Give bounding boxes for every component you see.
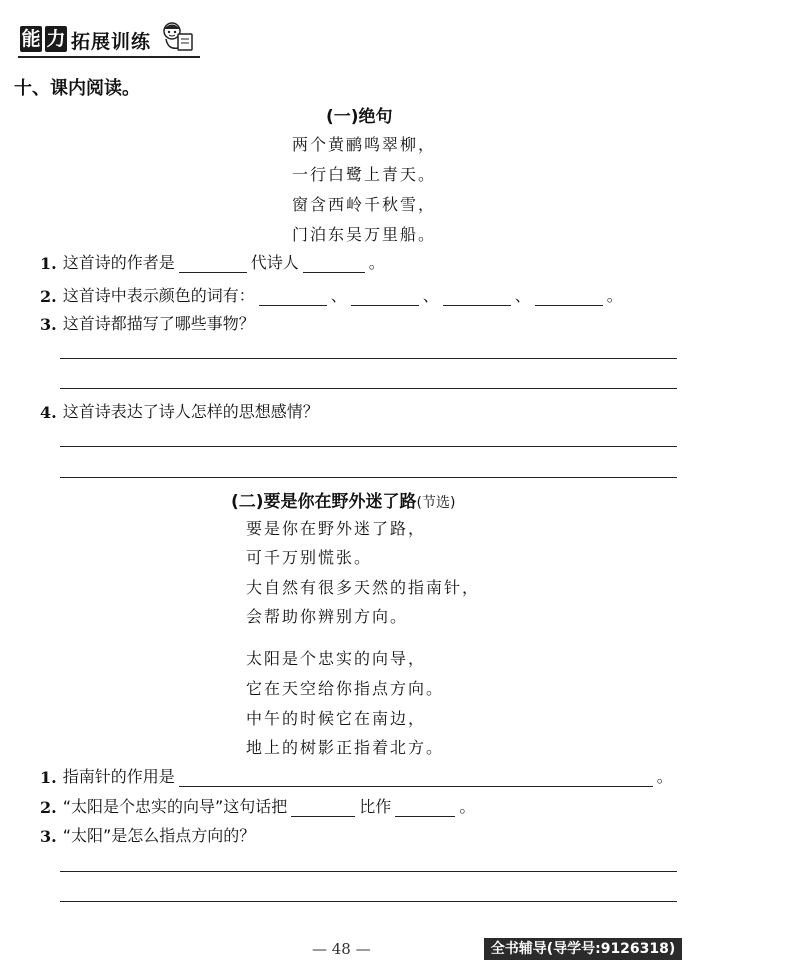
question-text: 这首诗都描写了哪些事物？ [62, 314, 255, 333]
question-end: 。 [368, 253, 385, 272]
answer-blank[interactable] [443, 289, 511, 306]
section-title: 十、课内阅读。 [14, 78, 140, 99]
poem2-line: 会帮助你辨别方向。 [246, 607, 409, 626]
answer-blank[interactable] [351, 289, 419, 306]
guide-badge: 全书辅导(导学号:9126318) [484, 938, 682, 960]
answer-line[interactable] [60, 358, 677, 359]
answer-line[interactable] [60, 871, 677, 872]
question-number: 1. [40, 768, 57, 787]
separator: 、 [422, 286, 439, 305]
answer-blank[interactable] [535, 289, 603, 306]
question-text: 指南针的作用是 [62, 767, 175, 786]
question-text: “太阳是个忠实的向导”这句话把 [62, 797, 288, 816]
poem2-line: 大自然有很多天然的指南针， [246, 578, 481, 597]
answer-blank[interactable] [259, 289, 327, 306]
question-1-author [40, 250, 385, 273]
question-number: 4. [40, 403, 57, 422]
poem2-line: 要是你在野外迷了路， [246, 519, 427, 538]
poem2-title-main: (二)要是你在野外迷了路 [231, 492, 417, 512]
banner-title: 拓展训练 [71, 31, 152, 53]
question-end: 。 [606, 286, 623, 305]
poem1-line: 窗含西岭千秋雪， [292, 195, 437, 214]
poem2-line: 太阳是个忠实的向导， [246, 649, 427, 668]
question-text: 代诗人 [250, 253, 299, 272]
banner-box-2: 力 [46, 28, 66, 50]
question-text: 这首诗中表示颜色的词有： [62, 286, 255, 305]
answer-blank[interactable] [395, 800, 455, 817]
question-text: 这首诗表达了诗人怎样的思想感情？ [62, 402, 319, 421]
question-number: 2. [40, 287, 57, 306]
question-4-feelings [40, 399, 319, 422]
answer-blank[interactable] [179, 256, 247, 273]
banner-underline [18, 56, 200, 58]
question-2-metaphor [40, 794, 475, 817]
student-mascot-icon [158, 20, 198, 56]
question-end: 。 [656, 767, 673, 786]
question-text: “太阳”是怎么指点方向的？ [62, 826, 256, 845]
answer-blank[interactable] [291, 800, 355, 817]
answer-blank[interactable] [179, 770, 653, 787]
question-3-direction [40, 823, 255, 846]
section-banner [8, 18, 198, 60]
question-number: 2. [40, 798, 57, 817]
question-number: 3. [40, 827, 57, 846]
separator: 、 [514, 286, 531, 305]
poem2-line: 可千万别慌张。 [246, 548, 373, 567]
answer-line[interactable] [60, 388, 677, 389]
question-number: 3. [40, 315, 57, 334]
separator: 、 [330, 286, 347, 305]
question-end: 。 [459, 797, 476, 816]
answer-line[interactable] [60, 446, 677, 447]
answer-blank[interactable] [303, 256, 365, 273]
answer-line[interactable] [60, 901, 677, 902]
question-number: 1. [40, 254, 57, 273]
poem2-line: 它在天空给你指点方向。 [246, 679, 445, 698]
poem1-line: 两个黄鹂鸣翠柳， [292, 135, 437, 154]
banner-box-1: 能 [21, 28, 41, 50]
poem2-line: 地上的树影正指着北方。 [246, 738, 445, 757]
poem1-line: 门泊东吴万里船。 [292, 225, 437, 244]
answer-line[interactable] [60, 477, 677, 478]
poem2-title [231, 487, 455, 512]
poem1-title: (一)绝句 [326, 107, 393, 127]
question-text: 比作 [359, 797, 392, 816]
question-2-colors [40, 283, 623, 306]
poem1-line: 一行白鹭上青天。 [292, 165, 437, 184]
poem2-line: 中午的时候它在南边， [246, 709, 427, 728]
question-text: 这首诗的作者是 [62, 253, 175, 272]
page-number: — 48 — [312, 940, 371, 958]
question-1-compass [40, 764, 673, 787]
question-3-things [40, 311, 255, 334]
poem2-title-note: (节选) [416, 495, 456, 511]
